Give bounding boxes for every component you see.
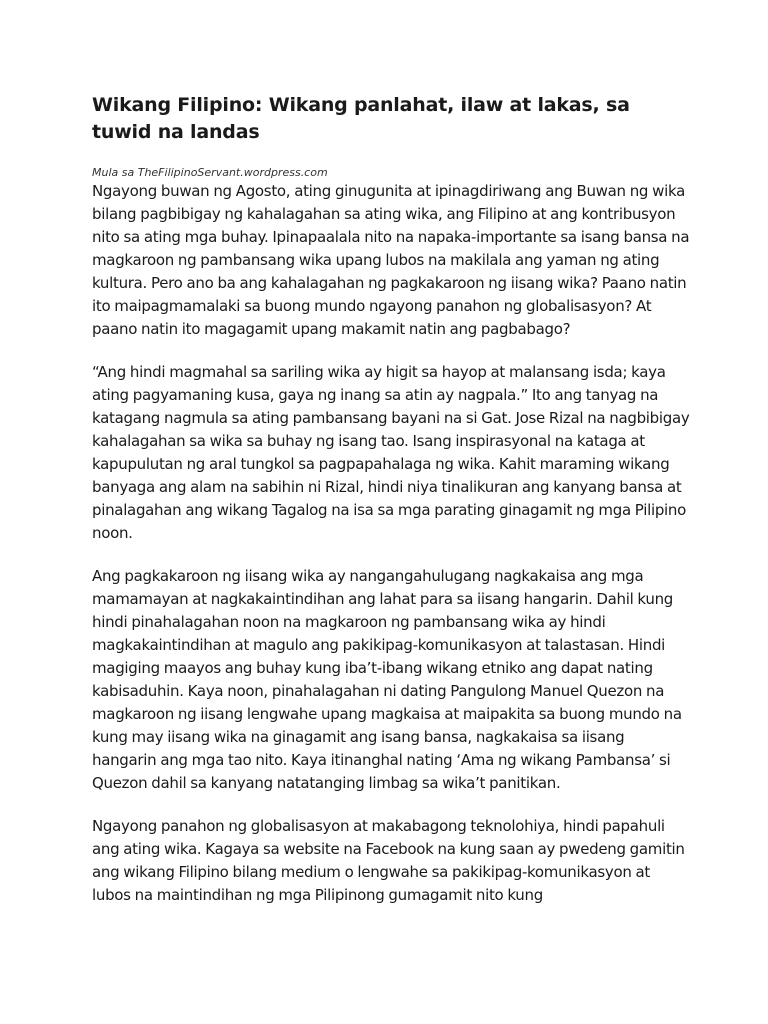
document-page [92, 92, 692, 927]
article-paragraph-2: “Ang hindi magmahal sa sariling wika ay higit sa hayop at malansang isda; kaya ating pagyamaning kusa, gaya ng inang sa atin ay nagpala.” Ito ang tanyag na katagang nagmula sa ating pambansang bayani na si Gat. Jose Rizal na nagbibigay kahalagahan sa wika sa buhay ng isang tao. Isang inspirasyonal na kataga at kapupulutan ng aral tungkol sa pagpapahalaga ng wika. Kahit maraming wikang banyaga ang alam na sabihin ni Rizal, hindi niya tinalikuran ang kanyang bansa at pinalagahan ang wikang Tagalog na isa sa mga parating ginagamit ng mga Pilipino noon. [92, 363, 690, 542]
article-paragraph-3: Ang pagkakaroon ng iisang wika ay nangangahulugang nagkakaisa ang mga mamamayan at nagkakaintindihan ang lahat para sa iisang hangarin. Dahil kung hindi pinahalagahan noon na magkaroon ng pambansang wika ay hindi magkakaintindihan at magulo ang pakikipag-komunikasyon at talastasan. Hindi magiging maayos ang buhay kung iba’t-ibang wikang etniko ang dapat nating kabisaduhin. Kaya noon, pinahalagahan ni dating Pangulong Manuel Quezon na magkaroon ng iisang lengwahe upang magkaisa at maipakita sa buong mundo na kung may iisang wika na ginagamit ang isang bansa, nagkakaisa sa iisang hangarin ang mga tao nito. Kaya itinanghal nating ‘Ama ng wikang Pambansa’ si Quezon dahil sa kanyang natatanging limbag sa wika’t panitikan. [92, 567, 682, 792]
article-title: Wikang Filipino: Wikang panlahat, ilaw at lakas, sa tuwid na landas [92, 94, 630, 143]
article-paragraph-4: Ngayong panahon ng globalisasyon at makabagong teknolohiya, hindi papahuli ang ating wika. Kagaya sa website na Facebook na kung saan ay pwedeng gamitin ang wikang Filipino bilang medium o lengwahe sa pakikipag-komunikasyon at lubos na maintindihan ng mga Pilipinong gumagamit nito kung [92, 817, 685, 904]
article-source: Mula sa TheFilipinoServant.wordpress.com [92, 166, 328, 179]
article-paragraph-1: Ngayong buwan ng Agosto, ating ginugunita at ipinagdiriwang ang Buwan ng wika bilang pagbibigay ng kahalagahan sa ating wika, ang Filipino at ang kontribusyon nito sa ating mga buhay. Ipinapaalala nito na napaka-importante sa isang bansa na magkaroon ng pambansang wika upang lubos na makilala ang yaman ng ating kultura. Pero ano ba ang kahalagahan ng pagkakaroon ng iisang wika? Paano natin ito maipagmamalaki sa buong mundo ngayong panahon ng globalisasyon? At paano natin ito magagamit upang makamit natin ang pagbabago? [92, 182, 690, 338]
